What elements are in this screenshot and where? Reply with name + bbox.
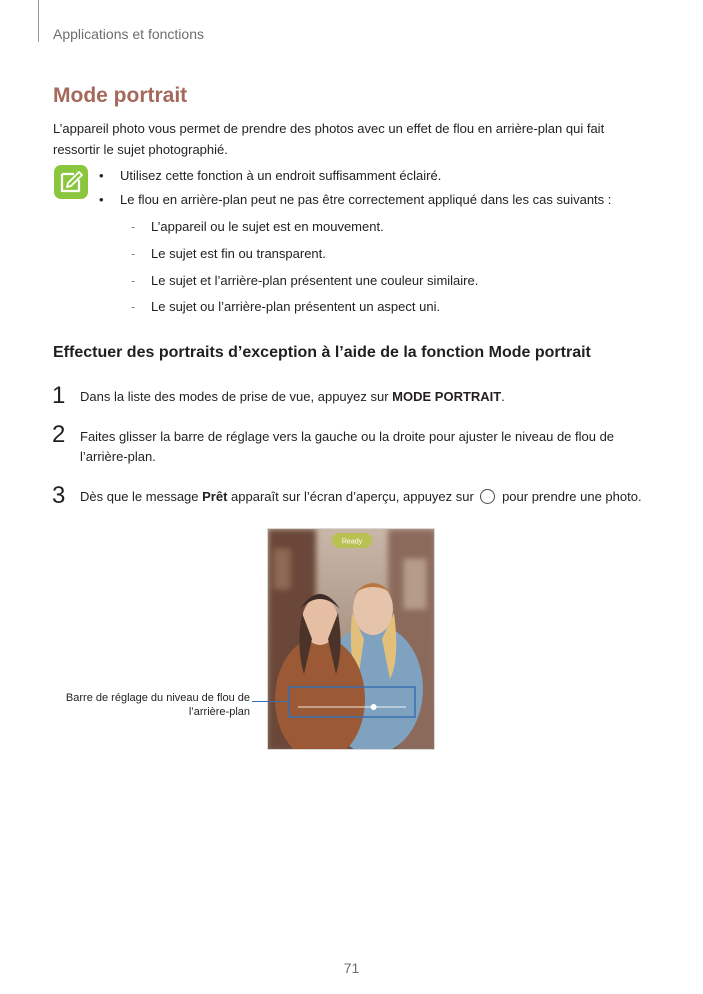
- sub-heading: Effectuer des portraits d’exception à l’aide de la fonction Mode portrait: [53, 344, 591, 361]
- bullet-dot: •: [99, 192, 104, 207]
- section-title: Mode portrait: [53, 84, 188, 107]
- dash-mark: -: [131, 246, 136, 261]
- note-sub-item: [131, 272, 478, 290]
- step-number: 2: [52, 421, 66, 448]
- note-sub-item-text: L’appareil ou le sujet est en mouvement.: [151, 219, 384, 234]
- dash-mark: -: [131, 299, 136, 314]
- intro-paragraph: L’appareil photo vous permet de prendre des photos avec un effet de flou en arrière-plan qui fait ressortir le sujet photographié.: [53, 121, 605, 157]
- blur-slider-thumb[interactable]: [371, 704, 377, 710]
- note-bullet-text: Utilisez cette fonction à un endroit suffisamment éclairé.: [120, 168, 442, 183]
- step-text: [80, 387, 660, 407]
- note-sub-item: [131, 218, 384, 236]
- step-number: 1: [52, 382, 66, 409]
- header-rule: [38, 0, 39, 42]
- note-sub-item-text: Le sujet ou l’arrière-plan présentent un aspect uni.: [151, 299, 441, 314]
- page-number: 71: [343, 960, 360, 976]
- dash-mark: -: [131, 273, 136, 288]
- header-title: Applications et fonctions: [53, 26, 204, 42]
- camera-preview-screenshot: [267, 528, 435, 750]
- ready-badge: Ready: [341, 538, 363, 546]
- bullet-dot: •: [99, 168, 104, 183]
- note-pencil-icon: [54, 165, 88, 199]
- note-sub-item: [131, 298, 440, 316]
- step-text: [80, 487, 660, 507]
- note-sub-item-text: Le sujet est fin ou transparent.: [151, 246, 326, 261]
- note-sub-item-text: Le sujet et l’arrière-plan présentent une couleur similaire.: [151, 273, 479, 288]
- step-text-part: pour prendre une photo.: [498, 489, 642, 504]
- step-text-part: Dès que le message: [80, 489, 203, 504]
- callout-label: Barre de réglage du niveau de flou de l’arrière-plan: [65, 692, 250, 718]
- note-sub-item: [131, 245, 326, 263]
- note-bullet: [99, 167, 442, 185]
- ready-label: Prêt: [202, 489, 228, 504]
- note-bullet-text: Le flou en arrière-plan peut ne pas être correctement appliqué dans les cas suivants :: [120, 192, 612, 207]
- shutter-button-icon: [480, 489, 495, 504]
- callout-line: [252, 701, 288, 702]
- step-text-part: .: [501, 389, 505, 404]
- step-text-part: Dans la liste des modes de prise de vue, appuyez sur: [80, 389, 393, 404]
- step-text: Faites glisser la barre de réglage vers la gauche ou la droite pour ajuster le niveau de flou de l’arrière-plan.: [80, 429, 615, 464]
- mode-portrait-label: MODE PORTRAIT: [392, 389, 502, 404]
- dash-mark: -: [131, 219, 136, 234]
- note-bullet: [99, 191, 612, 209]
- step-text-part: apparaît sur l’écran d’aperçu, appuyez sur: [227, 489, 478, 504]
- portrait-photo: [268, 529, 435, 750]
- step-number: 3: [52, 482, 66, 509]
